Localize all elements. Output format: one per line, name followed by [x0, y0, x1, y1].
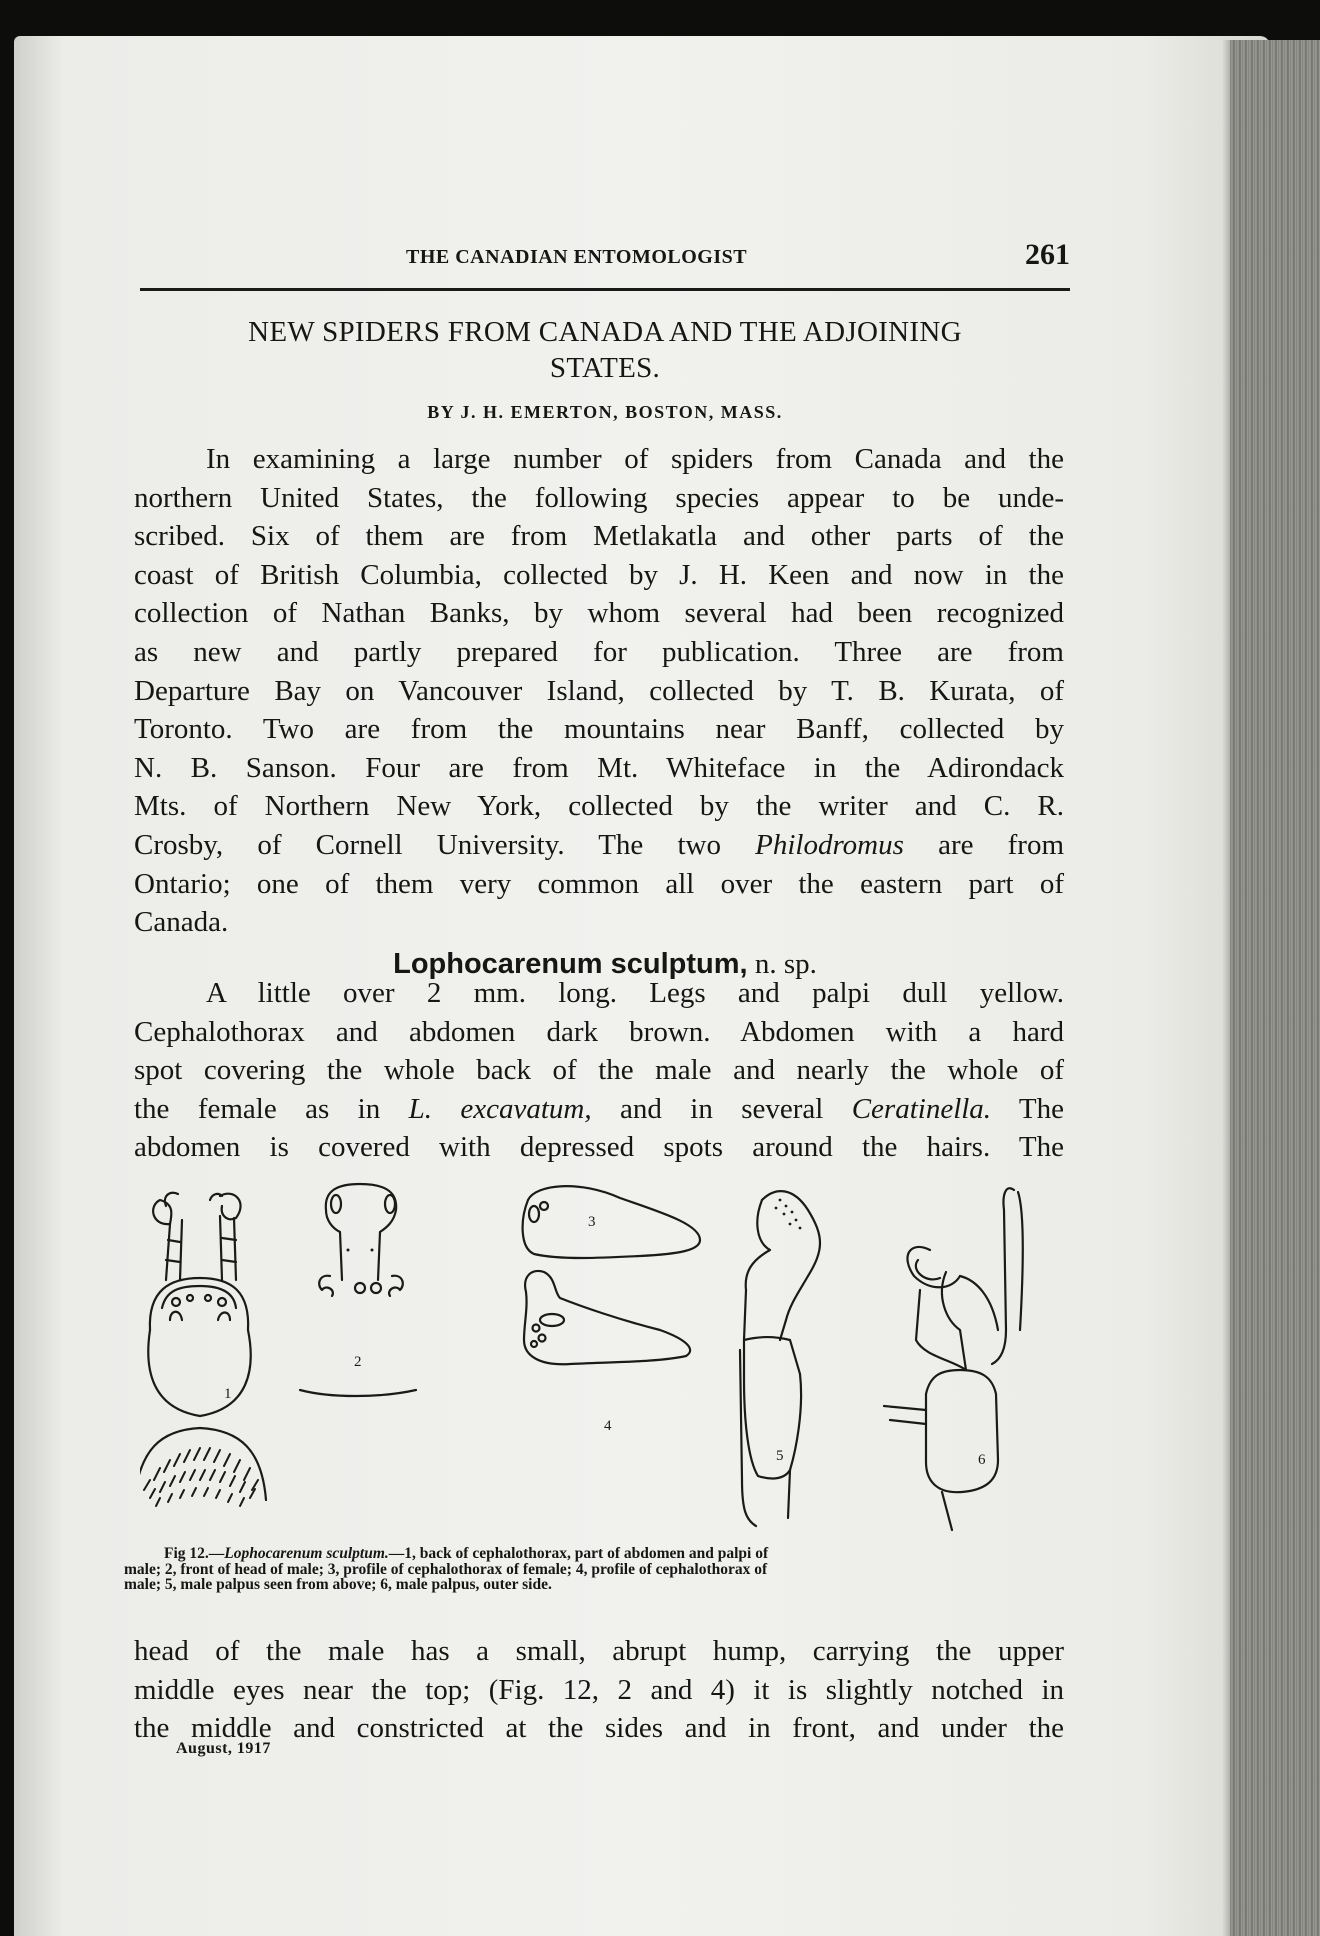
desc-line: spot covering the whole back of the male and nearly the whole of: [134, 1054, 1064, 1087]
palpus-stipple: [775, 1199, 802, 1230]
intro-line: In examining a large number of spiders from Canada and the: [206, 443, 1064, 475]
caption-fig-number: Fig 12.—: [164, 1545, 225, 1562]
drawing-2-front-of-head: [300, 1184, 416, 1396]
drawing-5-male-palpus-above: [740, 1191, 820, 1526]
caption-line: male; 5, male palpus seen from above; 6, male palpus, outer side.: [124, 1576, 552, 1593]
intro-paragraph: [134, 440, 1064, 942]
journal-title: THE CANADIAN ENTOMOLOGIST: [406, 246, 748, 268]
figure-12: [140, 1180, 1070, 1540]
intro-line: Mts. of Northern New York, collected by the writer and C. R.: [134, 790, 1064, 823]
figure-label-4: 4: [604, 1418, 612, 1434]
desc-text: The: [991, 1092, 1065, 1125]
intro-line: collection of Nathan Banks, by whom several had been recognized: [134, 597, 1064, 630]
article-title-line-2: STATES.: [549, 352, 661, 384]
issue-date: August, 1917: [176, 1740, 271, 1757]
page-number: 261: [1025, 238, 1070, 271]
continuation-line: the middle and constricted at the sides and in front, and under the: [134, 1712, 1064, 1745]
intro-text: are from: [903, 828, 1064, 861]
article-title-line-1: NEW SPIDERS FROM CANADA AND THE ADJOINING: [248, 316, 962, 348]
intro-line: scribed. Six of them are from Metlakatla and other parts of the: [134, 520, 1064, 553]
article-title: [140, 314, 1070, 386]
intro-line: N. B. Sanson. Four are from Mt. Whiteface in the Adirondack: [134, 751, 1064, 784]
intro-line: Toronto. Two are from the mountains near Banff, collected by: [134, 713, 1064, 746]
figure-label-3: 3: [588, 1214, 596, 1230]
intro-line: northern United States, the following species appear to be unde-: [134, 481, 1064, 514]
caption-species: Lophocarenum sculptum.: [224, 1545, 389, 1562]
genus-philodromus: Philodromus: [755, 828, 904, 861]
abdomen-hairs: [144, 1448, 258, 1506]
page-stack-edge: [1230, 40, 1320, 1936]
desc-line-mixed: [134, 1090, 1064, 1129]
desc-text: the female as in: [134, 1092, 409, 1125]
byline: BY J. H. EMERTON, BOSTON, MASS.: [427, 402, 783, 422]
species-ref: L. excavatum,: [408, 1092, 592, 1125]
desc-line: A little over 2 mm. long. Legs and palpi dull yellow.: [206, 977, 1064, 1009]
desc-line: Cephalothorax and abdomen dark brown. Abdomen with a hard: [134, 1015, 1064, 1048]
drawing-4-profile-male: [524, 1271, 690, 1434]
drawing-6-male-palpus-outer: [884, 1188, 1023, 1530]
caption-text: —1, back of cephalothorax, part of abdomen and palpi of: [388, 1545, 769, 1562]
intro-line: as new and partly prepared for publication. Three are from: [134, 635, 1064, 668]
caption-line: [124, 1546, 1054, 1562]
figure-label-2: 2: [354, 1354, 362, 1370]
header-rule: [140, 288, 1070, 291]
figure-caption: [124, 1546, 1054, 1593]
intro-line: Departure Bay on Vancouver Island, collected by T. B. Kurata, of: [134, 674, 1064, 707]
figure-label-6: 6: [978, 1452, 986, 1468]
desc-line: abdomen is covered with depressed spots around the hairs. The: [134, 1131, 1064, 1164]
species-status: n. sp.: [747, 948, 817, 980]
description-paragraph: [134, 974, 1064, 1167]
drawing-1-back-of-cephalothorax: [140, 1193, 266, 1506]
running-head: [140, 238, 1070, 278]
intro-line: Canada.: [134, 906, 229, 939]
desc-text: and in several: [591, 1092, 852, 1125]
continuation-line: middle eyes near the top; (Fig. 12, 2 and 4) it is slightly notched in: [134, 1673, 1064, 1706]
intro-line: Ontario; one of them very common all over the eastern part of: [134, 867, 1064, 900]
continuation-line: head of the male has a small, abrupt hump, carrying the upper: [134, 1635, 1064, 1667]
drawing-3-profile-female: [523, 1186, 700, 1258]
species-name: Lophocarenum sculptum,: [393, 948, 748, 980]
genus-ref: Ceratinella.: [851, 1092, 992, 1125]
continuation-paragraph: [134, 1632, 1064, 1748]
intro-line: coast of British Columbia, collected by J. H. Keen and now in the: [134, 558, 1064, 591]
intro-text: Crosby, of Cornell University. The two: [134, 828, 756, 861]
figure-label-5: 5: [776, 1448, 784, 1464]
figure-label-1: 1: [224, 1386, 232, 1402]
caption-line: male; 2, front of head of male; 3, profile of cephalothorax of female; 4, profile of cephalothorax of: [124, 1560, 768, 1578]
intro-line-mixed: [134, 826, 1064, 865]
figure-drawings: [140, 1180, 1070, 1540]
